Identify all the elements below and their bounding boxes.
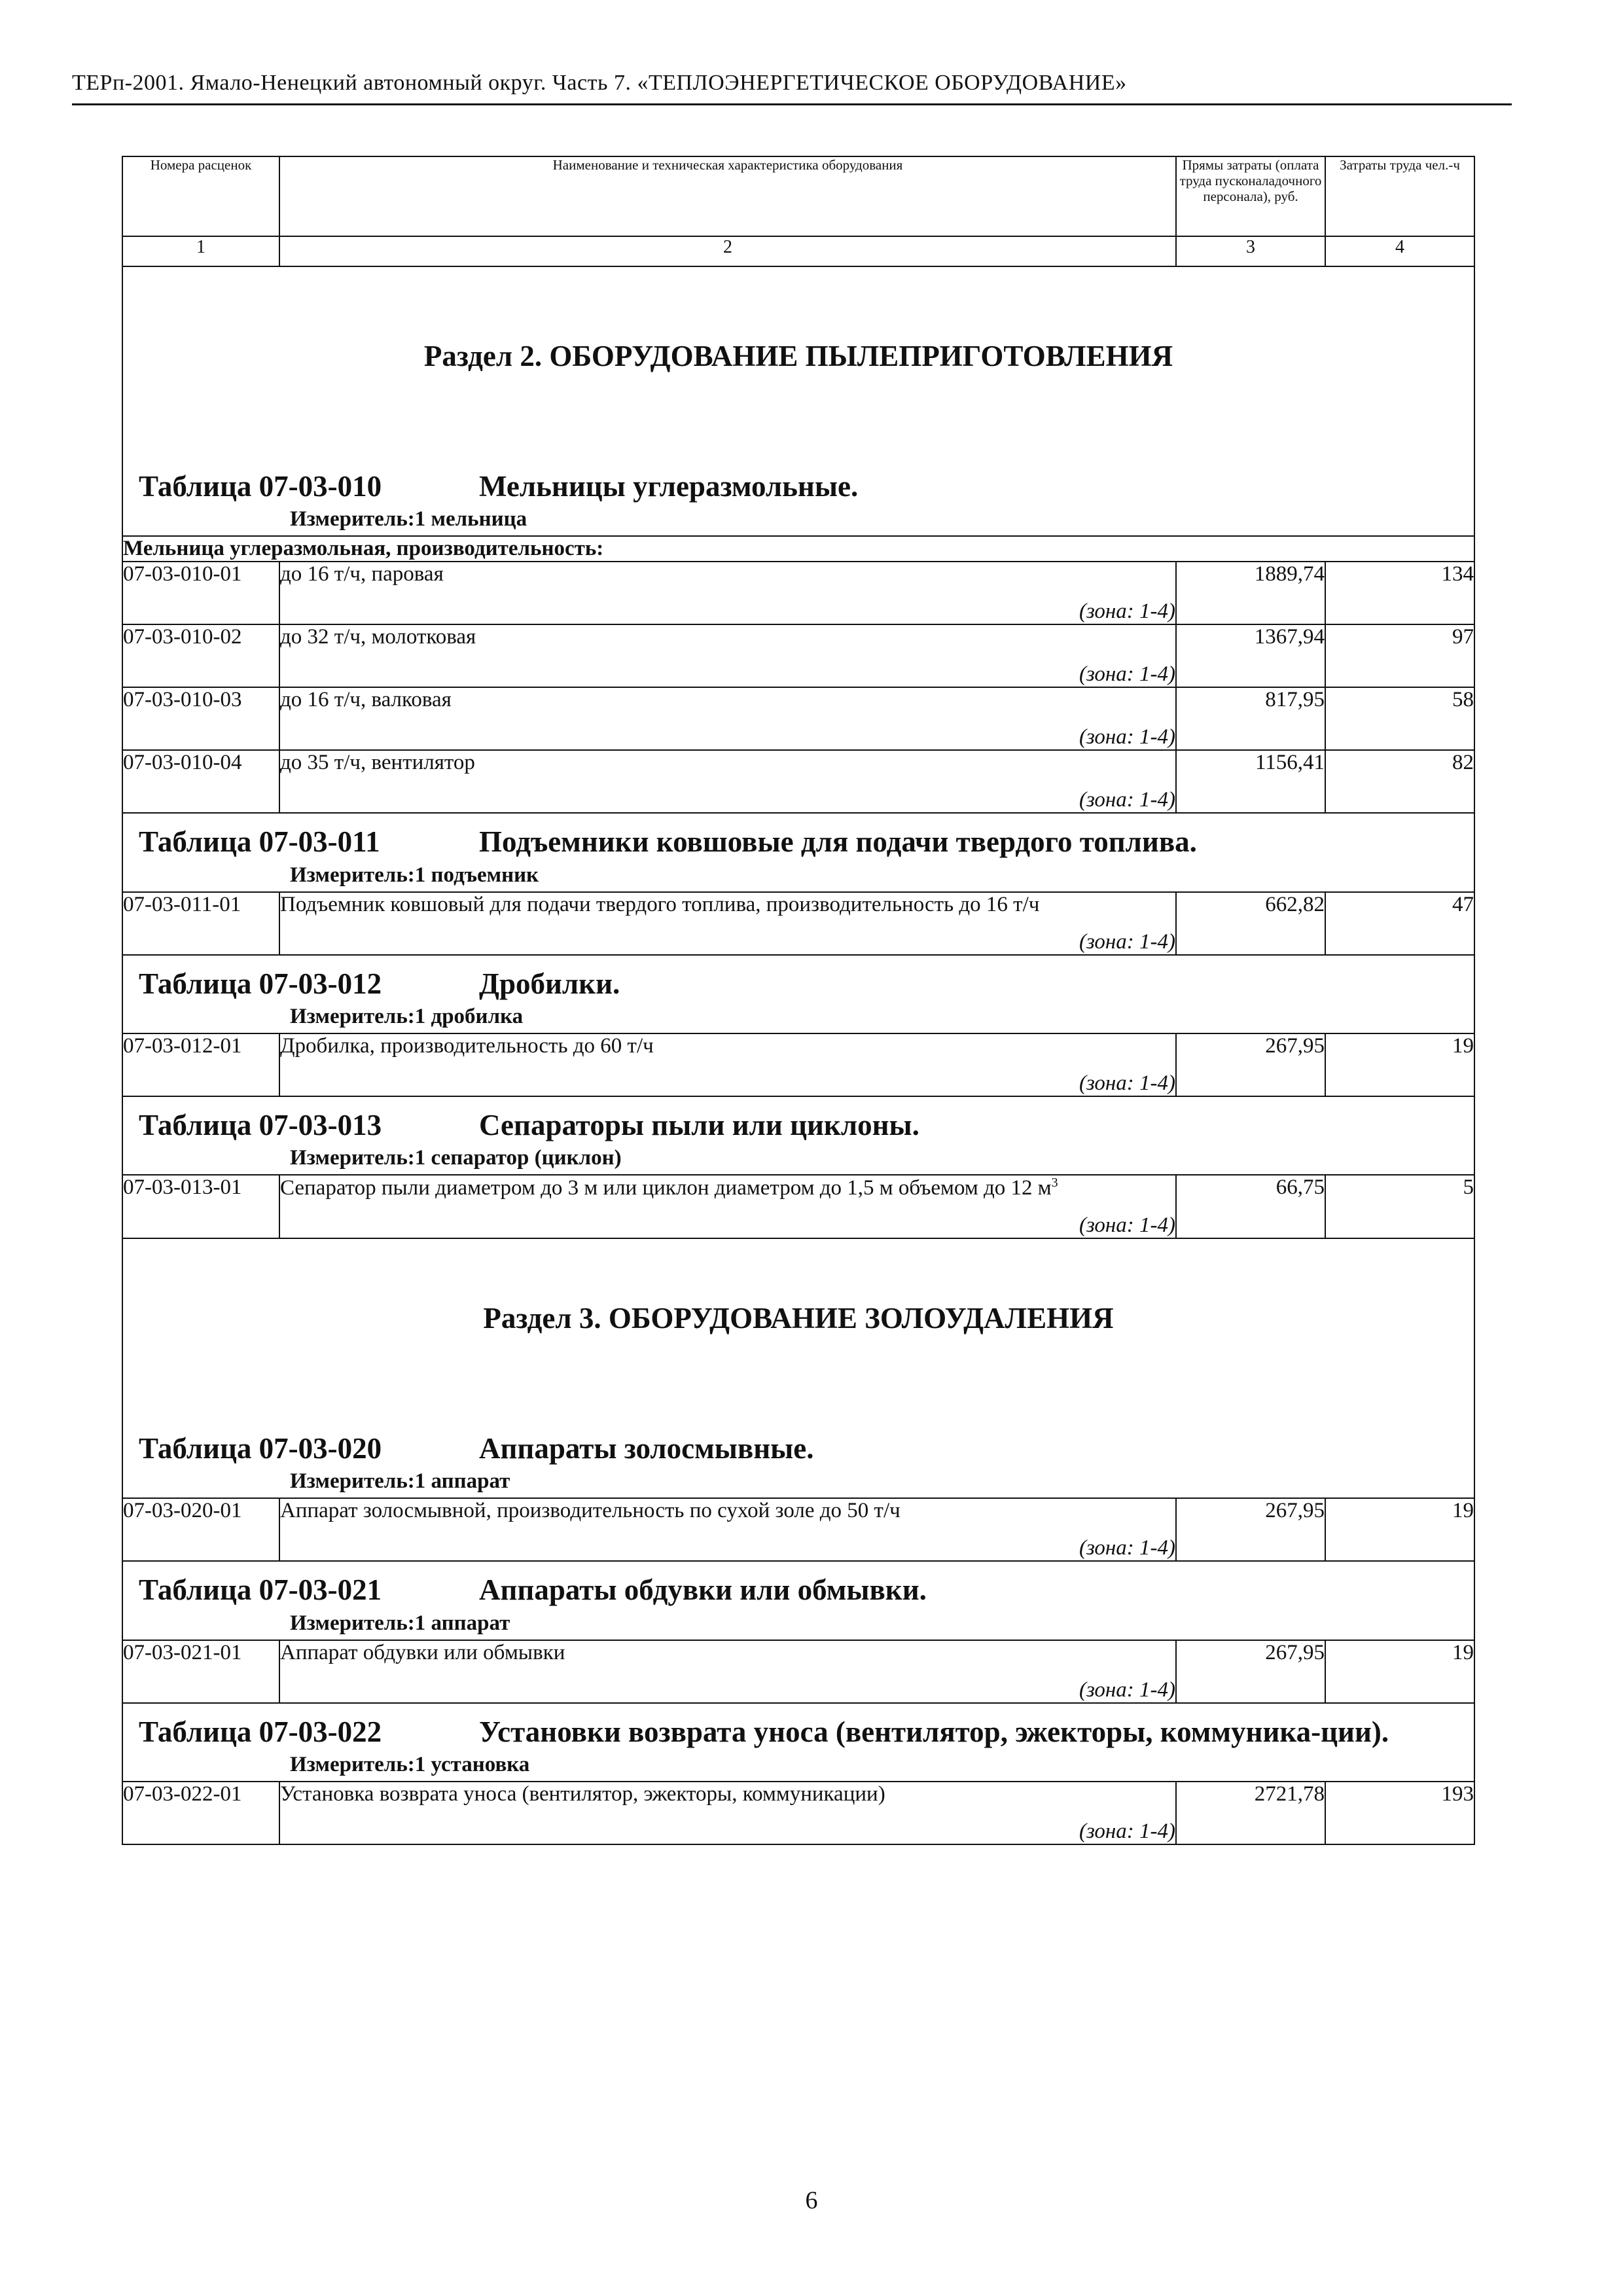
rate-code: 07-03-010-02: [122, 624, 279, 687]
labor-cost: 19: [1325, 1498, 1474, 1561]
column-number: 4: [1325, 236, 1474, 266]
labor-cost: 19: [1325, 1033, 1474, 1096]
column-header-description: Наименование и техническая характеристика оборудования: [279, 156, 1176, 236]
rate-description: Аппарат золосмывной, производительность по сухой золе до 50 т/ч: [280, 1499, 901, 1523]
table-name: Аппараты золосмывные.: [479, 1432, 814, 1465]
table-code: Таблица 07-03-012: [139, 967, 382, 1000]
column-number: 2: [279, 236, 1176, 266]
table-row: [122, 1782, 1474, 1844]
labor-cost: 5: [1325, 1175, 1474, 1238]
spacer: [123, 373, 1474, 471]
spacer: [123, 1704, 1474, 1717]
labor-cost: 97: [1325, 624, 1474, 687]
table-name: Установки возврата уноса (вентилятор, эжекторы, коммуника-ции).: [479, 1715, 1389, 1748]
rate-description: до 16 т/ч, валковая: [280, 688, 452, 712]
zone-label: (зона: 1-4): [1079, 1071, 1175, 1095]
table-heading-cell: [122, 266, 1474, 536]
labor-cost: 134: [1325, 562, 1474, 624]
rate-description: до 32 т/ч, молотковая: [280, 625, 476, 649]
table-code: Таблица 07-03-021: [139, 1573, 382, 1607]
page-number: 6: [805, 2187, 818, 2214]
rate-code: 07-03-010-01: [122, 562, 279, 624]
rate-description-cell: [279, 562, 1176, 624]
column-header-codes: Номера расценок: [122, 156, 279, 236]
table-row: [122, 624, 1474, 687]
zone-label: (зона: 1-4): [1079, 725, 1175, 749]
table-row: [122, 562, 1474, 624]
table-heading-row: [122, 813, 1474, 891]
zone-label: (зона: 1-4): [1079, 600, 1175, 624]
rate-code: 07-03-013-01: [122, 1175, 279, 1238]
page-header: ТЕРп-2001. Ямало-Ненецкий автономный округ. Часть 7. «ТЕПЛОЭНЕРГЕТИЧЕСКОЕ ОБОРУДОВАНИЕ»: [72, 71, 1512, 105]
rate-description: до 35 т/ч, вентилятор: [280, 751, 475, 775]
table-title: [123, 1110, 1474, 1141]
table-title: [123, 1575, 1474, 1605]
rate-code: 07-03-011-01: [122, 892, 279, 955]
table-heading-row: [122, 266, 1474, 536]
measure-unit: Измеритель:1 сепаратор (циклон): [290, 1146, 622, 1170]
rate-description-cell: [279, 892, 1176, 955]
table-heading-cell: [122, 813, 1474, 891]
table-code: Таблица 07-03-011: [139, 825, 380, 859]
column-header-direct-cost: Прямы затраты (оплата труда пусконаладочного персонала), руб.: [1176, 156, 1325, 236]
table-row: [122, 750, 1474, 813]
table-row: [122, 892, 1474, 955]
spacer: [123, 1335, 1474, 1433]
price-table: [122, 156, 1475, 1845]
table-title: [123, 827, 1474, 857]
rate-description-cell: [279, 1498, 1176, 1561]
table-heading-cell: [122, 1703, 1474, 1782]
spacer: [123, 956, 1474, 969]
table-name: Мельницы углеразмольные.: [479, 470, 859, 503]
rate-description: Аппарат обдувки или обмывки: [280, 1640, 565, 1664]
rate-description-cell: [279, 1175, 1176, 1238]
table-row: [122, 1640, 1474, 1703]
direct-cost: 1889,74: [1176, 562, 1325, 624]
labor-cost: 19: [1325, 1640, 1474, 1703]
table-code: Таблица 07-03-010: [139, 470, 382, 503]
direct-cost: 267,95: [1176, 1640, 1325, 1703]
table-row: [122, 1175, 1474, 1238]
rate-description-cell: [279, 1782, 1176, 1844]
rate-description: Сепаратор пыли диаметром до 3 м или циклон диаметром до 1,5 м объемом до 12 м: [280, 1176, 1052, 1200]
measure-unit: Измеритель:1 подъемник: [290, 863, 539, 887]
direct-cost: 267,95: [1176, 1498, 1325, 1561]
table-heading-row: [122, 1561, 1474, 1640]
measure-unit: Измеритель:1 мельница: [290, 507, 527, 531]
zone-label: (зона: 1-4): [1079, 1213, 1175, 1237]
rate-description: Установка возврата уноса (вентилятор, эжекторы, коммуникации): [280, 1782, 885, 1806]
table-code: Таблица 07-03-022: [139, 1715, 382, 1748]
table-title: [123, 1433, 1474, 1464]
rate-code: 07-03-010-03: [122, 687, 279, 750]
rate-description: до 16 т/ч, паровая: [280, 562, 444, 586]
superscript: 3: [1051, 1175, 1058, 1190]
table-row: [122, 687, 1474, 750]
zone-label: (зона: 1-4): [1079, 662, 1175, 687]
table-heading-row: [122, 1238, 1474, 1498]
measure-unit: Измеритель:1 дробилка: [290, 1004, 524, 1028]
rate-description: Дробилка, производительность до 60 т/ч: [280, 1033, 654, 1058]
column-header-labor: Затраты труда чел.-ч: [1325, 156, 1474, 236]
section-title: Раздел 3. ОБОРУДОВАНИЕ ЗОЛОУДАЛЕНИЯ: [483, 1302, 1114, 1335]
table-row: [122, 1033, 1474, 1096]
table-code: Таблица 07-03-013: [139, 1108, 382, 1141]
rate-description-cell: [279, 624, 1176, 687]
table-heading-cell: [122, 955, 1474, 1033]
direct-cost: 817,95: [1176, 687, 1325, 750]
table-heading-cell: [122, 1096, 1474, 1175]
table-title: [123, 1717, 1474, 1748]
rate-code: 07-03-021-01: [122, 1640, 279, 1703]
rate-code: 07-03-020-01: [122, 1498, 279, 1561]
spacer: [123, 1562, 1474, 1575]
zone-label: (зона: 1-4): [1079, 1819, 1175, 1843]
direct-cost: 2721,78: [1176, 1782, 1325, 1844]
labor-cost: 82: [1325, 750, 1474, 813]
subgroup-label: Мельница углеразмольная, производительность:: [122, 536, 1474, 562]
direct-cost: 66,75: [1176, 1175, 1325, 1238]
zone-label: (зона: 1-4): [1079, 929, 1175, 954]
zone-label: (зона: 1-4): [1079, 1536, 1175, 1560]
rate-description-cell: [279, 687, 1176, 750]
measure-unit: Измеритель:1 аппарат: [290, 1469, 510, 1494]
zone-label: (зона: 1-4): [1079, 788, 1175, 812]
direct-cost: 1156,41: [1176, 750, 1325, 813]
labor-cost: 58: [1325, 687, 1474, 750]
spacer: [123, 814, 1474, 827]
spacer: [123, 1097, 1474, 1110]
labor-cost: 193: [1325, 1782, 1474, 1844]
column-header-row: [122, 156, 1474, 236]
direct-cost: 267,95: [1176, 1033, 1325, 1096]
column-number: 3: [1176, 236, 1325, 266]
table-code: Таблица 07-03-020: [139, 1432, 382, 1465]
rate-description-cell: [279, 1033, 1176, 1096]
column-number-row: [122, 236, 1474, 266]
table-name: Подъемники ковшовые для подачи твердого топлива.: [479, 825, 1197, 859]
rate-code: 07-03-022-01: [122, 1782, 279, 1844]
direct-cost: 662,82: [1176, 892, 1325, 955]
labor-cost: 47: [1325, 892, 1474, 955]
measure-unit: Измеритель:1 установка: [290, 1752, 530, 1776]
table-heading-cell: [122, 1561, 1474, 1640]
table-heading-row: [122, 1703, 1474, 1782]
table-title: [123, 471, 1474, 502]
rate-code: 07-03-012-01: [122, 1033, 279, 1096]
subgroup-row: [122, 536, 1474, 562]
table-heading-cell: [122, 1238, 1474, 1498]
table-row: [122, 1498, 1474, 1561]
table-heading-row: [122, 955, 1474, 1033]
table-heading-row: [122, 1096, 1474, 1175]
column-number: 1: [122, 236, 279, 266]
table-name: Сепараторы пыли или циклоны.: [479, 1108, 919, 1141]
rate-code: 07-03-010-04: [122, 750, 279, 813]
rate-description-cell: [279, 1640, 1176, 1703]
table-name: Аппараты обдувки или обмывки.: [479, 1573, 927, 1607]
zone-label: (зона: 1-4): [1079, 1677, 1175, 1702]
table-title: [123, 969, 1474, 999]
rate-description-cell: [279, 750, 1176, 813]
measure-unit: Измеритель:1 аппарат: [290, 1611, 510, 1635]
direct-cost: 1367,94: [1176, 624, 1325, 687]
rate-description: Подъемник ковшовый для подачи твердого топлива, производительность до 16 т/ч: [280, 892, 1040, 916]
table-name: Дробилки.: [479, 967, 620, 1000]
section-title: Раздел 2. ОБОРУДОВАНИЕ ПЫЛЕПРИГОТОВЛЕНИЯ: [423, 340, 1173, 372]
